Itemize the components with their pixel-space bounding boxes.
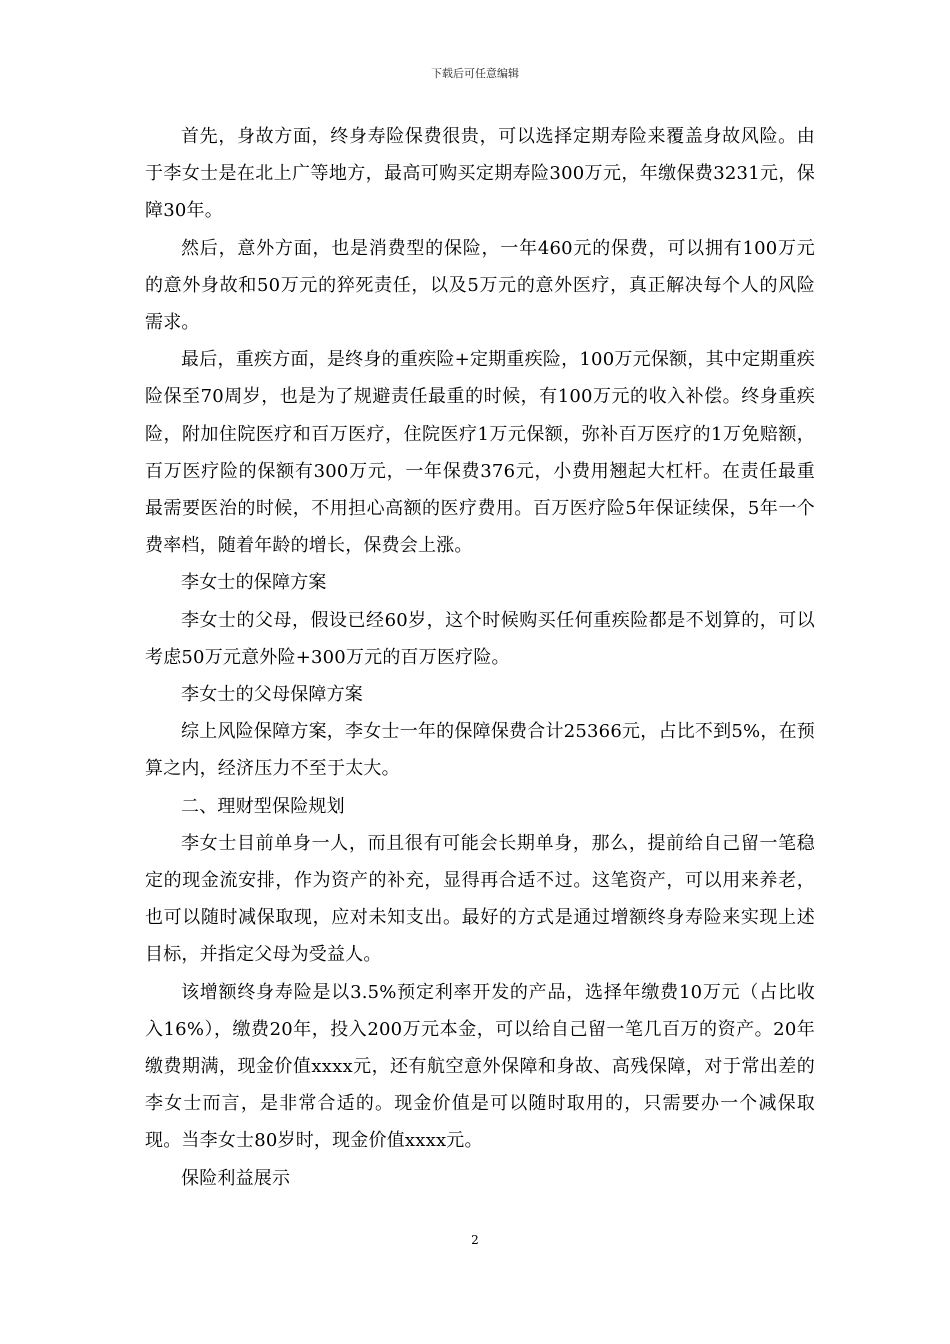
paragraph-accident-coverage: 然后，意外方面，也是消费型的保险，一年460元的保费，可以拥有100万元的意外身故和50万元的猝死责任，以及5万元的意外医疗，真正解决每个人的风险需求。 (145, 237, 815, 334)
heading-wealth-insurance: 二、理财型保险规划 (181, 795, 345, 817)
heading-benefit-display: 保险利益展示 (181, 1167, 291, 1189)
paragraph-summary: 综上风险保障方案，李女士一年的保障保费合计25366元，占比不到5%，在预算之内，经济压力不至于太大。 (145, 721, 815, 780)
paragraph-death-coverage: 首先，身故方面，终身寿险保费很贵，可以选择定期寿险来覆盖身故风险。由于李女士是在北上广等地方，最高可购买定期寿险300万元，年缴保费3231元，保障30年。 (145, 126, 815, 222)
heading-parents-plan: 李女士的父母保障方案 (181, 684, 363, 706)
document-body (145, 118, 815, 1197)
paragraph-single-life: 李女士目前单身一人，而且很有可能会长期单身，那么，提前给自己留一笔稳定的现金流安排，作为资产的补充，显得再合适不过。这笔资产，可以用来养老，也可以随时减保取现，应对未知支出。最好的方式是通过增额终身寿险来实现上述目标，并指定父母为受益人。 (145, 832, 815, 966)
paragraph-critical-illness: 最后，重疾方面，是终身的重疾险+定期重疾险，100万元保额，其中定期重疾险保至70周岁，也是为了规避责任最重的时候，有100万元的收入补偿。终身重疾险，附加住院医疗和百万医疗，住院医疗1万元保额，弥补百万医疗的1万免赔额，百万医疗险的保额有300万元，一年保费376元，小费用翘起大杠杆。在责任最重最需要医治的时候，不用担心高额的医疗费用。百万医疗险5年保证续保，5年一个费率档，随着年龄的增长，保费会上涨。 (145, 349, 815, 557)
page-header: 下载后可任意编辑 (431, 67, 519, 80)
heading-ms-li-plan: 李女士的保障方案 (181, 572, 327, 594)
paragraph-parents: 李女士的父母，假设已经60岁，这个时候购买任何重疾险都是不划算的，可以考虑50万元意外险+300万元的百万医疗险。 (145, 609, 815, 668)
page-number: 2 (471, 1233, 479, 1247)
paragraph-whole-life-detail: 该增额终身寿险是以3.5%预定利率开发的产品，选择年缴费10万元（占比收入16%），缴费20年，投入200万元本金，可以给自己留一笔几百万的资产。20年缴费期满，现金价值xxxx元，还有航空意外保障和身故、高残保障，对于常出差的李女士而言，是非常合适的。现金价值是可以随时取用的，只需要办一个减保取现。当李女士80岁时，现金价值xxxx元。 (145, 981, 815, 1152)
